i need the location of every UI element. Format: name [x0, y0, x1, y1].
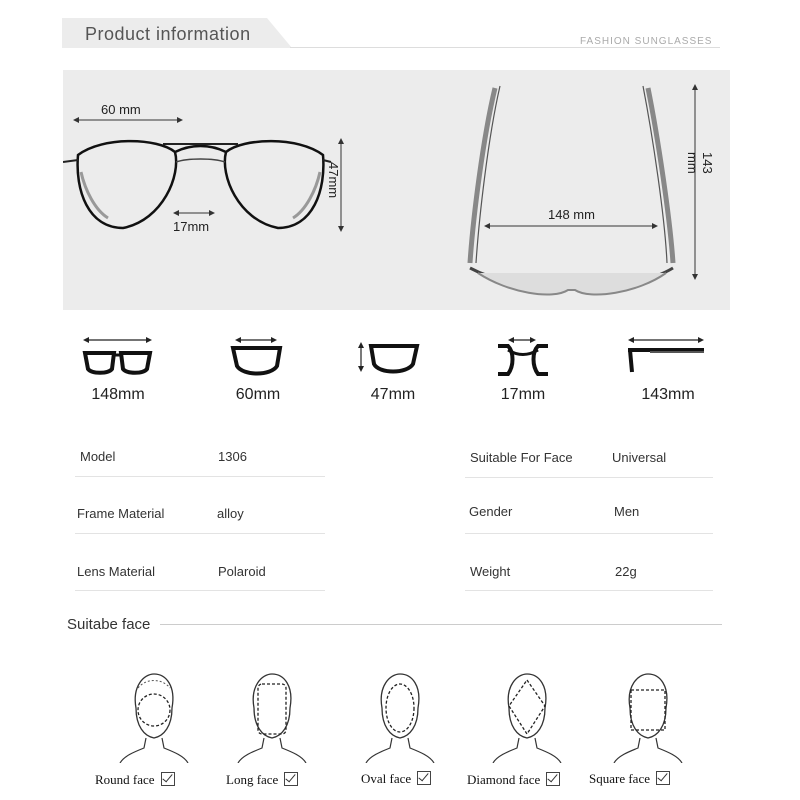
spec-key: Frame Material: [77, 506, 165, 521]
square-face-icon: [612, 668, 684, 763]
icon-label: 47mm: [370, 386, 416, 403]
spec-value: Men: [614, 504, 640, 519]
glasses-front-view: [63, 100, 363, 280]
diamond-face-icon: [491, 668, 563, 763]
spec-value: Universal: [612, 450, 667, 465]
spec-value: alloy: [217, 506, 244, 521]
face-option-square: [589, 771, 670, 787]
row-divider: [465, 477, 713, 478]
face-label: Round face: [95, 772, 155, 787]
glasses-top-view: [458, 78, 728, 308]
oval-face-icon: [364, 668, 436, 763]
face-label: Long face: [226, 772, 279, 787]
spec-key: Model: [80, 449, 116, 464]
lens-height-icon: [355, 336, 430, 380]
frame-width-label: 148 mm: [548, 207, 595, 222]
temple-length-icon: [620, 336, 710, 380]
spec-key: Suitable For Face: [470, 450, 573, 465]
row-divider: [465, 590, 713, 591]
suitable-face-divider: [160, 624, 722, 625]
lens-width-icon: [225, 336, 295, 380]
lens-height-label: 47mm: [326, 162, 341, 199]
face-label: Diamond face: [467, 772, 541, 787]
row-divider: [465, 533, 713, 534]
face-option-oval: [361, 771, 431, 787]
row-divider: [75, 533, 325, 534]
bridge-width-icon: [490, 336, 560, 380]
checkbox-checked-icon: [284, 772, 298, 786]
face-option-long: [226, 772, 298, 788]
face-label: Square face: [589, 771, 650, 786]
lens-width-label: 60 mm: [101, 102, 141, 117]
frame-width-icon: [80, 336, 160, 380]
section-title: Product information: [85, 24, 251, 44]
bridge-width-label: 17mm: [173, 219, 210, 234]
icon-label: 60mm: [235, 386, 281, 403]
icon-label: 143mm: [641, 386, 695, 403]
face-label: Oval face: [361, 771, 412, 786]
spec-value: 1306: [218, 449, 247, 464]
checkbox-checked-icon: [161, 772, 175, 786]
temple-length-label: 143 mm: [685, 152, 715, 174]
spec-value: Polaroid: [218, 564, 266, 579]
header-subtitle: FASHION SUNGLASSES: [580, 36, 713, 47]
face-option-round: [95, 772, 175, 788]
spec-key: Gender: [469, 504, 513, 519]
long-face-icon: [236, 668, 308, 763]
row-divider: [75, 476, 325, 477]
row-divider: [75, 590, 325, 591]
icon-label: 17mm: [500, 386, 546, 403]
checkbox-checked-icon: [417, 771, 431, 785]
face-option-diamond: [467, 772, 560, 788]
dimension-panel: [63, 70, 730, 310]
suitable-face-title: Suitabe face: [67, 616, 151, 633]
checkbox-checked-icon: [546, 772, 560, 786]
spec-key: Lens Material: [77, 564, 156, 579]
checkbox-checked-icon: [656, 771, 670, 785]
icon-label: 148mm: [91, 386, 145, 403]
header-divider: [290, 47, 720, 48]
spec-key: Weight: [470, 564, 511, 579]
spec-value: 22g: [615, 564, 637, 579]
round-face-icon: [118, 668, 190, 763]
